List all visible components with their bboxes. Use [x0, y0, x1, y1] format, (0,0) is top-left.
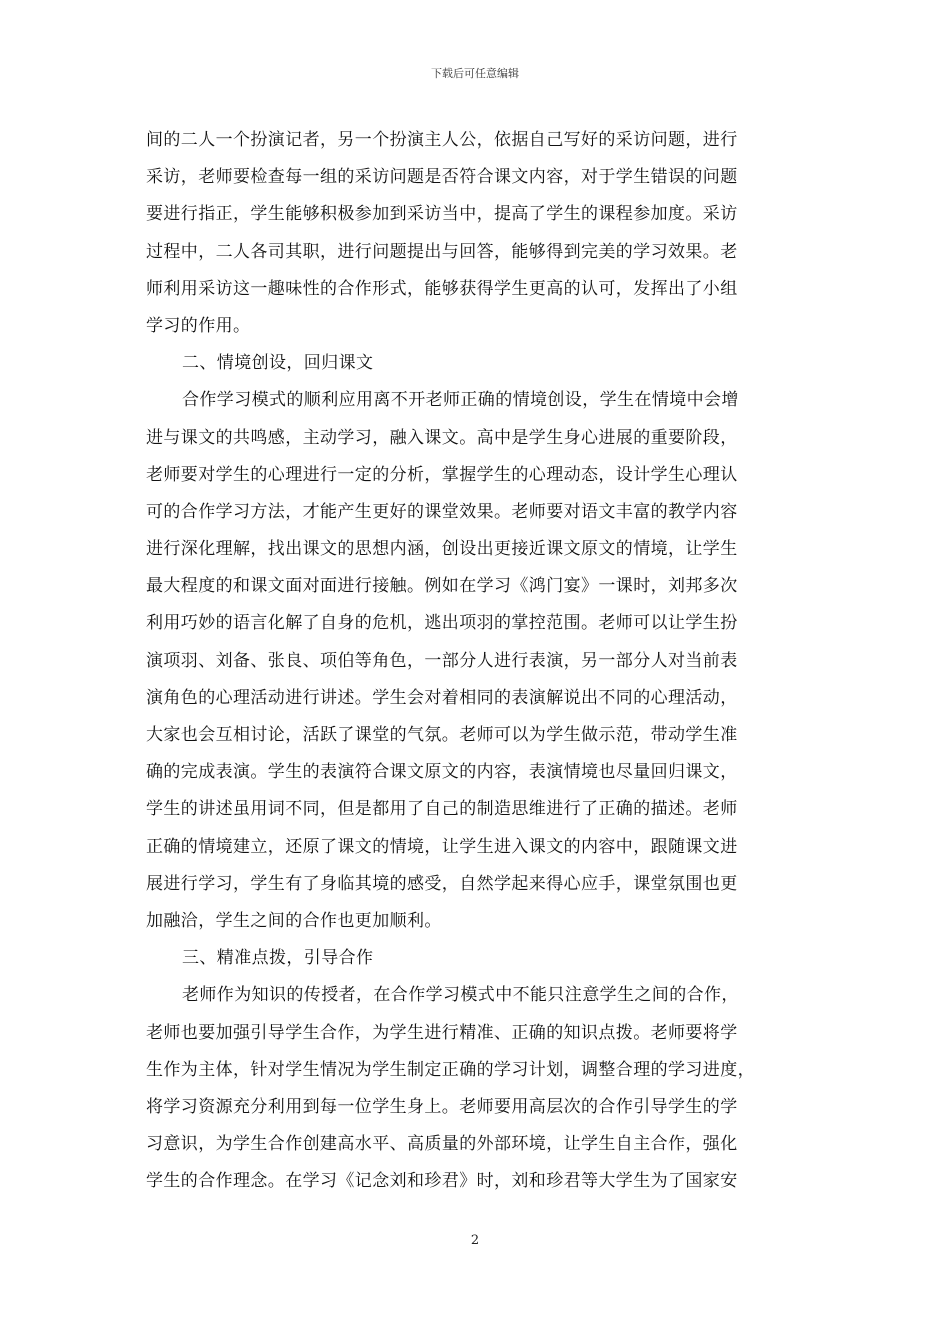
text-line: 演角色的心理活动进行讲述。学生会对着相同的表演解说出不同的心理活动，	[146, 687, 738, 708]
text-line: 过程中，二人各司其职，进行问题提出与回答，能够得到完美的学习效果。老	[146, 241, 738, 262]
text-line: 学生的合作理念。在学习《记念刘和珍君》时，刘和珍君等大学生为了国家安	[146, 1171, 738, 1192]
text-line: 加融洽，学生之间的合作也更加顺利。	[146, 910, 442, 931]
text-line: 利用巧妙的语言化解了自身的危机，逃出项羽的掌控范围。老师可以让学生扮	[146, 613, 738, 634]
text-line: 学生的讲述虽用词不同，但是都用了自己的制造思维进行了正确的描述。老师	[146, 799, 738, 820]
text-line: 师利用采访这一趣味性的合作形式，能够获得学生更高的认可，发挥出了小组	[146, 278, 738, 299]
text-line: 老师作为知识的传授者，在合作学习模式中不能只注意学生之间的合作，	[182, 985, 739, 1006]
text-line: 二、情境创设，回归课文	[182, 353, 374, 374]
text-line: 合作学习模式的顺利应用离不开老师正确的情境创设，学生在情境中会增	[182, 390, 739, 411]
text-line: 生作为主体，针对学生情况为学生制定正确的学习计划，调整合理的学习进度，	[146, 1059, 755, 1080]
text-line: 进与课文的共鸣感，主动学习，融入课文。高中是学生身心进展的重要阶段，	[146, 427, 738, 448]
text-line: 演项羽、刘备、张良、项伯等角色，一部分人进行表演，另一部分人对当前表	[146, 650, 738, 671]
text-line: 间的二人一个扮演记者，另一个扮演主人公，依据自己写好的采访问题，进行	[146, 130, 738, 150]
document-body	[146, 122, 806, 1200]
text-line: 正确的情境建立，还原了课文的情境，让学生进入课文的内容中，跟随课文进	[146, 836, 738, 857]
text-line: 老师也要加强引导学生合作，为学生进行精准、正确的知识点拨。老师要将学	[146, 1022, 738, 1043]
text-line: 进行深化理解，找出课文的思想内涵，创设出更接近课文原文的情境，让学生	[146, 539, 738, 560]
text-line: 展进行学习，学生有了身临其境的感受，自然学起来得心应手，课堂氛围也更	[146, 873, 738, 894]
text-line: 大家也会互相讨论，活跃了课堂的气氛。老师可以为学生做示范，带动学生准	[146, 725, 738, 745]
text-line: 习意识，为学生合作创建高水平、高质量的外部环境，让学生自主合作，强化	[146, 1134, 738, 1155]
text-line: 确的完成表演。学生的表演符合课文原文的内容，表演情境也尽量回归课文，	[146, 762, 738, 783]
text-line: 采访，老师要检查每一组的采访问题是否符合课文内容，对于学生错误的问题	[146, 167, 738, 188]
text-line: 最大程度的和课文面对面进行接触。例如在学习《鸿门宴》一课时，刘邦多次	[146, 576, 738, 597]
text-line: 学习的作用。	[146, 315, 251, 336]
text-line: 将学习资源充分利用到每一位学生身上。老师要用高层次的合作引导学生的学	[146, 1096, 738, 1117]
page-number: 2	[470, 1233, 480, 1248]
text-line: 老师要对学生的心理进行一定的分析，掌握学生的心理动态，设计学生心理认	[146, 464, 738, 485]
text-line: 可的合作学习方法，才能产生更好的课堂效果。老师要对语文丰富的教学内容	[146, 501, 738, 522]
text-line: 要进行指正，学生能够积极参加到采访当中，提高了学生的课程参加度。采访	[146, 204, 738, 225]
text-line: 三、精准点拨，引导合作	[182, 948, 374, 969]
page-header: 下载后可任意编辑	[431, 67, 519, 80]
